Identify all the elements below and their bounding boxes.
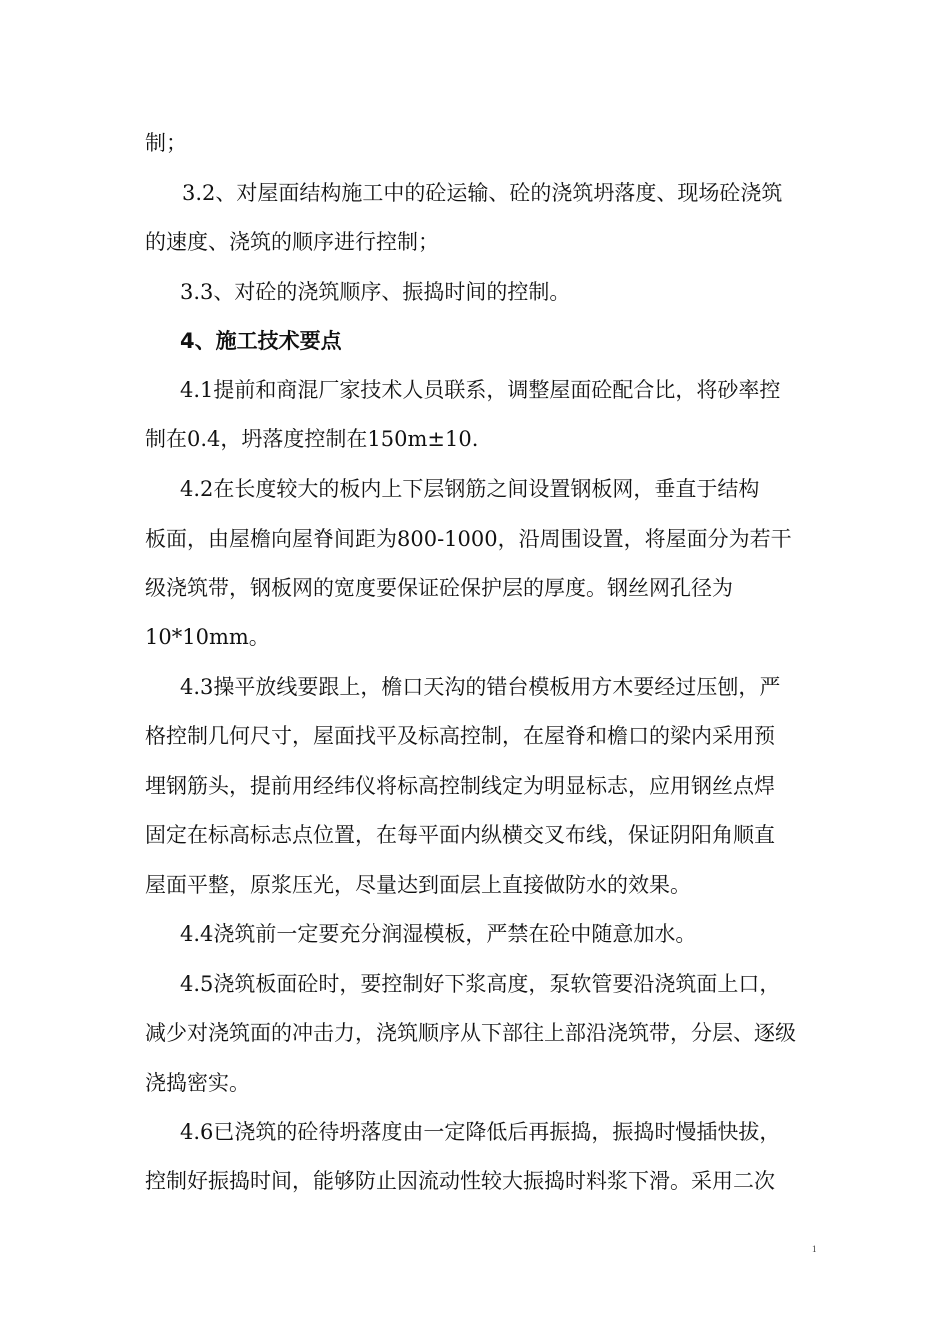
text-line: 制在0.4，坍落度控制在150m±10. xyxy=(145,427,479,451)
text-line: 级浇筑带，钢板网的宽度要保证砼保护层的厚度。钢丝网孔径为 xyxy=(145,576,733,600)
text-line: 格控制几何尺寸，屋面找平及标高控制，在屋脊和檐口的梁内采用预 xyxy=(145,724,775,748)
text-line: 3.3、对砼的浇筑顺序、振捣时间的控制。 xyxy=(180,280,571,304)
text-line: 4.4浇筑前一定要充分润湿模板，严禁在砼中随意加水。 xyxy=(180,922,697,946)
text-line: 4.2在长度较大的板内上下层钢筋之间设置钢板网，垂直于结构 xyxy=(180,477,760,501)
text-line: 3.2、对屋面结构施工中的砼运输、砼的浇筑坍落度、现场砼浇筑 xyxy=(182,181,783,205)
text-line: 4.3操平放线要跟上，檐口天沟的错台模板用方木要经过压刨，严 xyxy=(180,675,781,699)
text-line: 埋钢筋头，提前用经纬仪将标高控制线定为明显标志，应用钢丝点焊 xyxy=(145,774,775,798)
text-line: 减少对浇筑面的冲击力，浇筑顺序从下部往上部沿浇筑带，分层、逐级 xyxy=(145,1021,796,1045)
text-line: 制； xyxy=(145,131,187,155)
text-line: 板面，由屋檐向屋脊间距为800-1000，沿周围设置，将屋面分为若干 xyxy=(145,527,792,551)
text-line: 的速度、浇筑的顺序进行控制； xyxy=(145,230,439,254)
text-line: 控制好振捣时间，能够防止因流动性较大振捣时料浆下滑。采用二次 xyxy=(145,1169,775,1193)
text-line: 4.6已浇筑的砼待坍落度由一定降低后再振捣，振捣时慢插快拔， xyxy=(180,1120,781,1144)
text-line: 浇捣密实。 xyxy=(145,1071,250,1095)
text-line: 屋面平整，原浆压光，尽量达到面层上直接做防水的效果。 xyxy=(145,873,691,897)
text-line: 4.1提前和商混厂家技术人员联系，调整屋面砼配合比，将砂率控 xyxy=(180,378,781,402)
page-number: 1 xyxy=(812,1244,817,1254)
section-heading: 4、施工技术要点 xyxy=(180,329,342,353)
text-line: 固定在标高标志点位置，在每平面内纵横交叉布线，保证阴阳角顺直 xyxy=(145,823,775,847)
text-line: 4.5浇筑板面砼时，要控制好下浆高度，泵软管要沿浇筑面上口， xyxy=(180,972,781,996)
text-line: 10*10mm。 xyxy=(145,625,270,649)
